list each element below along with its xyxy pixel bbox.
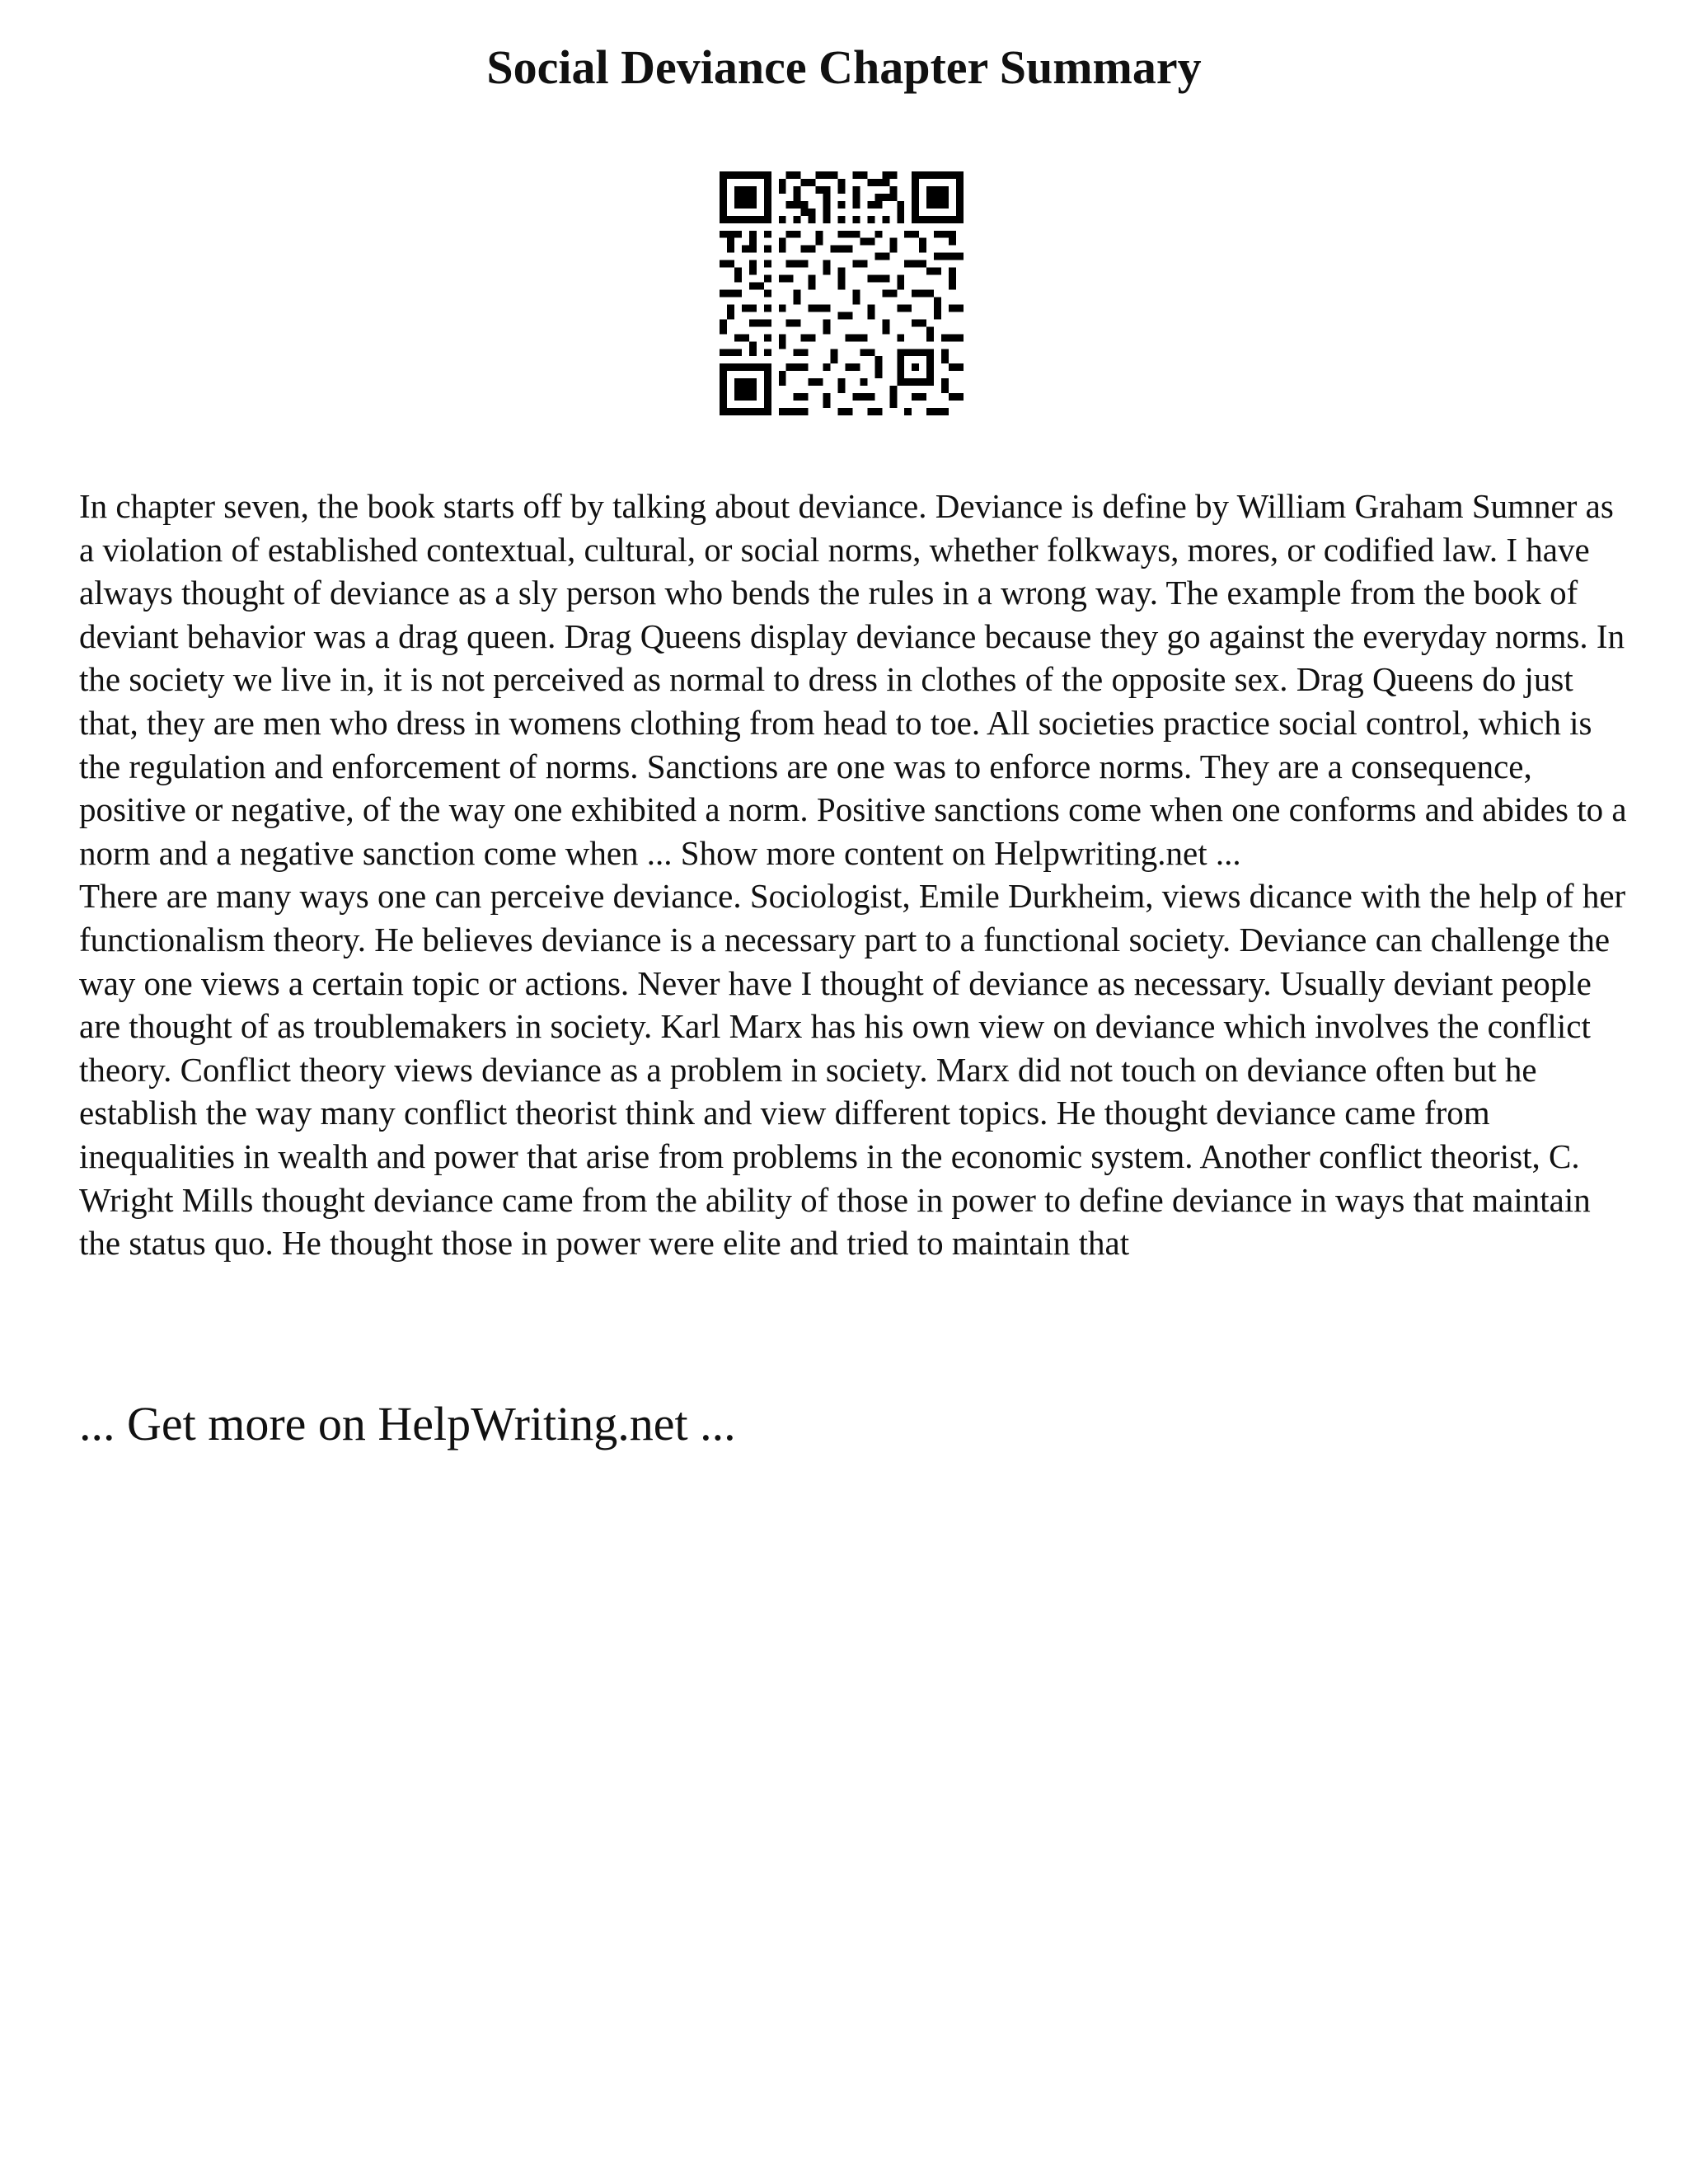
paragraph-2: There are many ways one can perceive deviance. Sociologist, Emile Durkheim, views dicance with the help of her functionalism theory. He believes deviance is a necessary part to a functional society. Deviance can challenge the way one views a certain topic or actions. Never have I thought of deviance as necessary. Usually deviant people are thought of as troublemakers in society. Karl Marx has his own view on deviance which involves the conflict theory. Conflict theory views deviance as a problem in society. Marx did not touch on deviance often but he establish the way many conflict theorist think and view different topics. He thought deviance came from inequalities in wealth and power that arise from problems in the economic system. Another conflict theorist, C. Wright Mills thought deviance came from the ability of those in power to define deviance in ways that maintain the status quo. He thought those in power were elite and tried to maintain that (79, 877, 1626, 1263)
paragraph-1: In chapter seven, the book starts off by talking about deviance. Deviance is define by William Graham Sumner as a violation of established contextual, cultural, or social norms, whether folkways, mores, or codified law. I have always thought of deviance as a sly person who bends the rules in a wrong way. The example from the book of deviant behavior was a drag queen. Drag Queens display deviance because they go against the everyday norms. In the society we live in, it is not perceived as normal to dress in clothes of the opposite sex. Drag Queens do just that, they are men who dress in womens clothing from head to toe. All societies practice social control, which is the regulation and enforcement of norms. Sanctions are one was to enforce norms. They are a consequence, positive or negative, of the way one exhibited a norm. Positive sanctions come when one conforms and abides to a norm and a negative sanction come when ... Show more content on Helpwriting.net ... (79, 487, 1627, 872)
qr-code-icon (720, 171, 964, 415)
article-body (79, 485, 1629, 1265)
get-more-link[interactable]: ... Get more on HelpWriting.net ... (79, 1397, 736, 1451)
page-title: Social Deviance Chapter Summary (486, 40, 1202, 94)
